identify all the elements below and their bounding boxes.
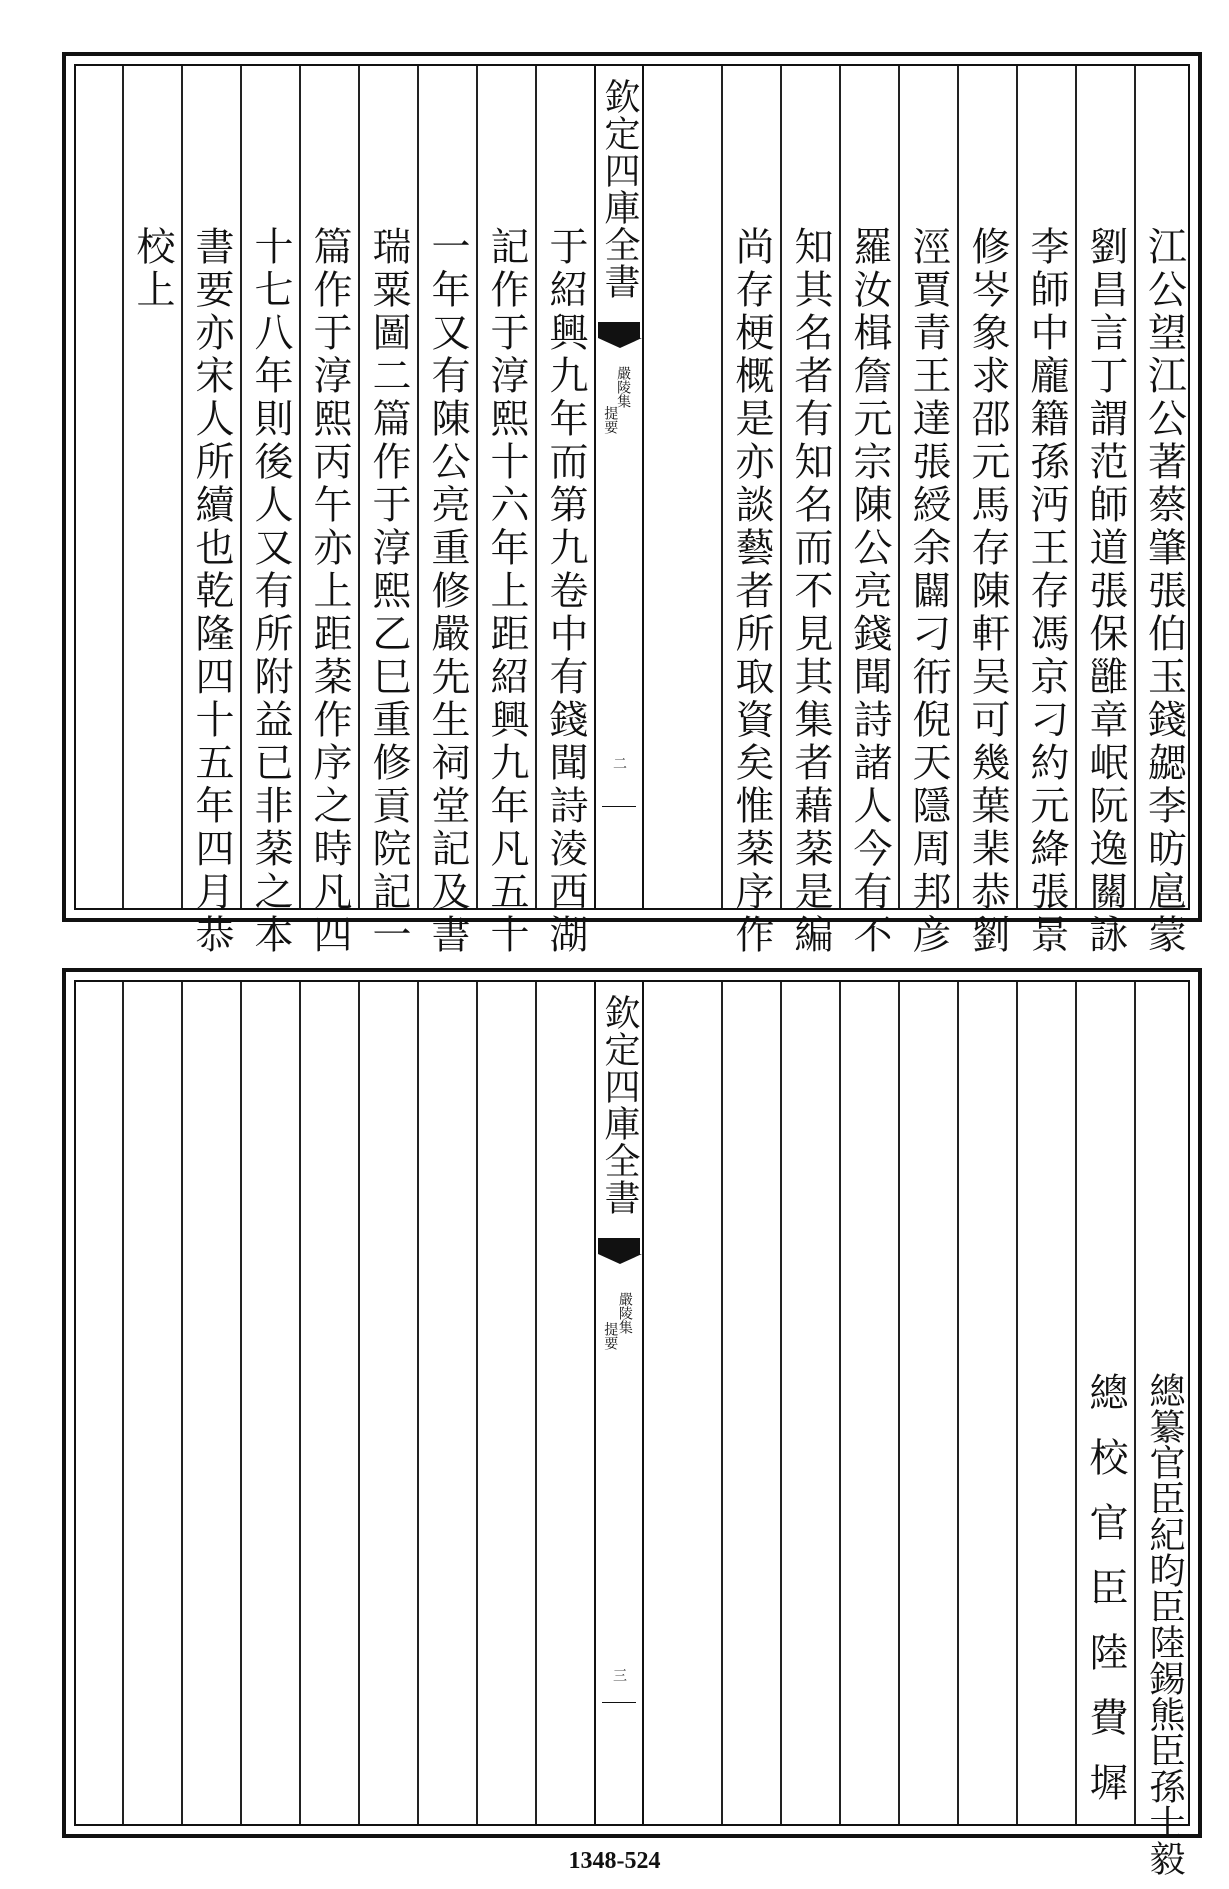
center-fold [594, 982, 644, 1824]
empty-column [476, 982, 535, 1824]
text-line: 羅汝楫詹元宗陳公亮錢聞詩諸人今有不 [847, 226, 892, 957]
section-label: 提要 [602, 1322, 619, 1350]
fish-tail-mark [598, 322, 640, 338]
text-line: 江公望江公著蔡肇張伯玉錢勰李昉扈蒙 [1141, 226, 1187, 957]
text-column [358, 66, 417, 957]
text-column [417, 66, 476, 957]
center-rule [602, 806, 636, 807]
text-column [1016, 66, 1075, 957]
section-label: 提要 [602, 406, 619, 434]
page-number: 三 [611, 1668, 627, 1682]
text-column [957, 66, 1016, 957]
text-line: 尚存梗概是亦談藝者所取資矣惟棻序作 [729, 226, 774, 957]
empty-column [721, 982, 780, 1824]
text-line: 劉昌言丁謂范師道張保雝章岷阮逸關詠 [1083, 226, 1128, 957]
top-page-frame [74, 64, 1190, 957]
text-line: 書要亦宋人所續也乾隆四十五年四月恭 [189, 226, 234, 957]
text-column [1075, 66, 1134, 957]
compiler-credit: 總纂官臣紀昀臣陸錫熊臣孫士毅 [1144, 1372, 1185, 1876]
fish-tail-mark [598, 1238, 640, 1254]
text-line: 涇賈青王達張綬余闢刁衎倪天隱周邦彦 [906, 226, 951, 957]
empty-column [181, 982, 240, 1824]
empty-column [1016, 982, 1075, 1824]
credit-column [1075, 982, 1134, 1827]
text-line: 瑞粟圖二篇作于淳熙乙巳重修貢院記一 [366, 226, 411, 957]
credit-column [1134, 982, 1192, 1876]
empty-column [299, 982, 358, 1824]
text-column [476, 66, 535, 957]
empty-column [358, 982, 417, 1824]
page-code: 1348-524 [568, 1848, 661, 1874]
empty-column [240, 982, 299, 1824]
empty-column [535, 982, 594, 1824]
text-column [721, 66, 780, 957]
center-rule [602, 1702, 636, 1703]
text-column [181, 66, 240, 957]
collection-title: 欽定四庫全書 [599, 994, 640, 1216]
text-column [535, 66, 594, 957]
text-line: 知其名者有知名而不見其集者藉棻是編 [788, 226, 833, 957]
text-column [780, 66, 839, 957]
empty-column [780, 982, 839, 1824]
text-column [122, 66, 181, 908]
text-line: 篇作于淳熙丙午亦上距棻作序之時凡四 [307, 226, 352, 957]
book-title: 嚴陵集 [616, 1292, 633, 1334]
empty-column [839, 982, 898, 1824]
text-column [240, 66, 299, 957]
text-column [1134, 66, 1192, 957]
text-line: 修岑象求邵元馬存陳軒吴可幾葉棐恭劉 [965, 226, 1010, 957]
text-line: 李師中龐籍孫沔王存馮京刁約元絳張景 [1024, 226, 1069, 957]
empty-column [417, 982, 476, 1824]
center-fold [594, 66, 644, 908]
text-line: 一年又有陳公亮重修嚴先生祠堂記及書 [425, 226, 470, 957]
collection-title: 欽定四庫全書 [599, 78, 640, 300]
proofreader-credit: 總校官臣陸費墀 [1083, 1372, 1128, 1827]
text-column [898, 66, 957, 957]
empty-column [122, 982, 181, 1824]
empty-column [957, 982, 1016, 1824]
page-number: 二 [611, 756, 627, 770]
top-page [62, 52, 1202, 957]
text-line: 十七八年則後人又有所附益已非棻之本 [248, 226, 293, 957]
text-line: 于紹興九年而第九卷中有錢聞詩淩西湖 [543, 226, 588, 957]
empty-column [898, 982, 957, 1824]
book-title: 嚴陵集 [615, 366, 632, 408]
text-line: 記作于淳熙十六年上距紹興九年凡五十 [484, 226, 529, 957]
text-line: 校上 [130, 226, 175, 312]
text-column [299, 66, 358, 957]
text-column [839, 66, 898, 957]
